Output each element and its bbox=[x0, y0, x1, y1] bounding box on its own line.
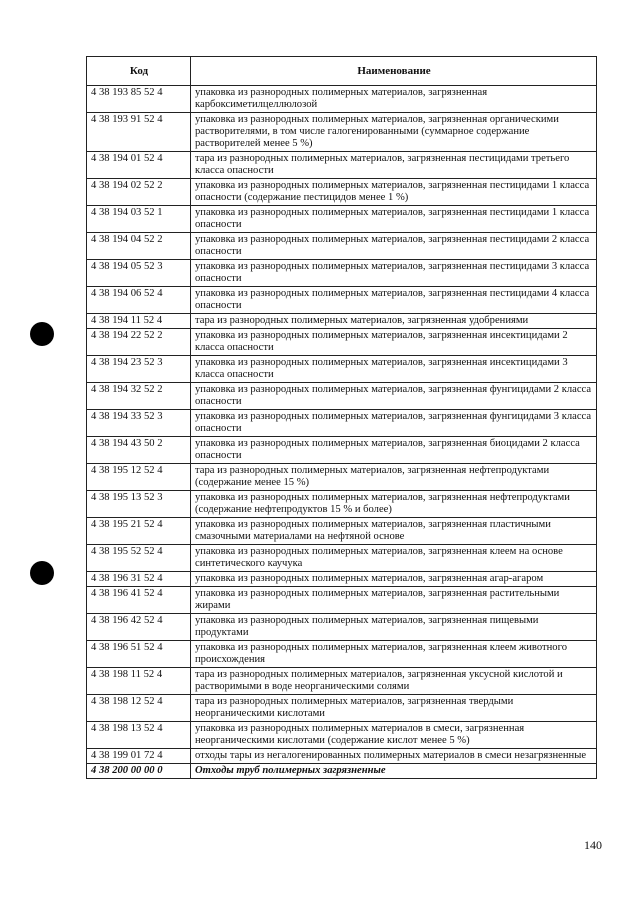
table-row bbox=[87, 695, 597, 722]
row-code: 4 38 195 12 52 4 bbox=[87, 464, 191, 491]
table-row bbox=[87, 152, 597, 179]
table-row bbox=[87, 179, 597, 206]
row-name: упаковка из разнородных полимерных материалов, загрязненная пищевыми продуктами bbox=[191, 614, 597, 641]
row-code: 4 38 194 06 52 4 bbox=[87, 287, 191, 314]
row-code: 4 38 194 03 52 1 bbox=[87, 206, 191, 233]
table-row bbox=[87, 749, 597, 764]
row-name: упаковка из разнородных полимерных материалов, загрязненная карбоксиметилцеллюлозой bbox=[191, 86, 597, 113]
row-name: упаковка из разнородных полимерных материалов, загрязненная пестицидами 1 класса опасности bbox=[191, 206, 597, 233]
row-name: упаковка из разнородных полимерных материалов, загрязненная инсектицидами 3 класса опасности bbox=[191, 356, 597, 383]
table-row bbox=[87, 314, 597, 329]
row-code: 4 38 200 00 00 0 bbox=[87, 764, 191, 779]
row-code: 4 38 194 33 52 3 bbox=[87, 410, 191, 437]
binder-hole-top bbox=[30, 322, 54, 346]
row-code: 4 38 196 42 52 4 bbox=[87, 614, 191, 641]
row-code: 4 38 193 85 52 4 bbox=[87, 86, 191, 113]
row-code: 4 38 194 02 52 2 bbox=[87, 179, 191, 206]
row-name: упаковка из разнородных полимерных материалов, загрязненная пестицидами 3 класса опасности bbox=[191, 260, 597, 287]
row-code: 4 38 193 91 52 4 bbox=[87, 113, 191, 152]
row-name: упаковка из разнородных полимерных материалов, загрязненная фунгицидами 2 класса опасности bbox=[191, 383, 597, 410]
row-code: 4 38 198 13 52 4 bbox=[87, 722, 191, 749]
table-row bbox=[87, 260, 597, 287]
table-row bbox=[87, 518, 597, 545]
table-row bbox=[87, 233, 597, 260]
row-name: упаковка из разнородных полимерных материалов, загрязненная биоцидами 2 класса опасности bbox=[191, 437, 597, 464]
row-code: 4 38 196 41 52 4 bbox=[87, 587, 191, 614]
row-code: 4 38 195 21 52 4 bbox=[87, 518, 191, 545]
row-name: упаковка из разнородных полимерных материалов, загрязненная пестицидами 1 класса опасности (содержание пестицидов менее 1 %) bbox=[191, 179, 597, 206]
row-code: 4 38 199 01 72 4 bbox=[87, 749, 191, 764]
row-name: упаковка из разнородных полимерных материалов, загрязненная пестицидами 2 класса опасности bbox=[191, 233, 597, 260]
row-name: тара из разнородных полимерных материалов, загрязненная пестицидами третьего класса опасности bbox=[191, 152, 597, 179]
row-code: 4 38 194 04 52 2 bbox=[87, 233, 191, 260]
row-name: тара из разнородных полимерных материалов, загрязненная нефтепродуктами (содержание менее 15 %) bbox=[191, 464, 597, 491]
row-name: упаковка из разнородных полимерных материалов, загрязненная клеем животного происхождения bbox=[191, 641, 597, 668]
table-row bbox=[87, 668, 597, 695]
row-code: 4 38 194 32 52 2 bbox=[87, 383, 191, 410]
row-code: 4 38 198 11 52 4 bbox=[87, 668, 191, 695]
row-name: Отходы труб полимерных загрязненные bbox=[191, 764, 597, 779]
table-row bbox=[87, 491, 597, 518]
row-name: упаковка из разнородных полимерных материалов, загрязненная органическими растворителями, в том числе галогенированными (суммарное содержание растворителей менее 5 %) bbox=[191, 113, 597, 152]
row-code: 4 38 194 11 52 4 bbox=[87, 314, 191, 329]
header-name: Наименование bbox=[191, 57, 597, 86]
table-row bbox=[87, 587, 597, 614]
table-row bbox=[87, 410, 597, 437]
waste-code-table bbox=[86, 56, 597, 779]
table-row bbox=[87, 383, 597, 410]
row-code: 4 38 195 13 52 3 bbox=[87, 491, 191, 518]
table-row bbox=[87, 572, 597, 587]
row-name: упаковка из разнородных полимерных материалов, загрязненная растительными жирами bbox=[191, 587, 597, 614]
row-name: упаковка из разнородных полимерных материалов, загрязненная агар-агаром bbox=[191, 572, 597, 587]
table-row bbox=[87, 764, 597, 779]
row-name: отходы тары из негалогенированных полимерных материалов в смеси незагрязненные bbox=[191, 749, 597, 764]
row-code: 4 38 194 23 52 3 bbox=[87, 356, 191, 383]
table-row bbox=[87, 437, 597, 464]
table-row bbox=[87, 86, 597, 113]
table-row bbox=[87, 287, 597, 314]
table-row bbox=[87, 329, 597, 356]
row-code: 4 38 198 12 52 4 bbox=[87, 695, 191, 722]
row-code: 4 38 196 31 52 4 bbox=[87, 572, 191, 587]
row-code: 4 38 194 01 52 4 bbox=[87, 152, 191, 179]
row-name: упаковка из разнородных полимерных материалов в смеси, загрязненная неорганическими кислотами (содержание кислот менее 5 %) bbox=[191, 722, 597, 749]
row-code: 4 38 196 51 52 4 bbox=[87, 641, 191, 668]
row-name: упаковка из разнородных полимерных материалов, загрязненная фунгицидами 3 класса опасности bbox=[191, 410, 597, 437]
table-row bbox=[87, 614, 597, 641]
row-name: упаковка из разнородных полимерных материалов, загрязненная пестицидами 4 класса опасности bbox=[191, 287, 597, 314]
table-row bbox=[87, 464, 597, 491]
table-row bbox=[87, 545, 597, 572]
row-name: тара из разнородных полимерных материалов, загрязненная уксусной кислотой и растворимыми в воде неорганическими солями bbox=[191, 668, 597, 695]
row-name: упаковка из разнородных полимерных материалов, загрязненная клеем на основе синтетического каучука bbox=[191, 545, 597, 572]
table-row bbox=[87, 356, 597, 383]
table-row bbox=[87, 722, 597, 749]
table-row bbox=[87, 113, 597, 152]
row-code: 4 38 194 22 52 2 bbox=[87, 329, 191, 356]
row-name: упаковка из разнородных полимерных материалов, загрязненная пластичными смазочными материалами на нефтяной основе bbox=[191, 518, 597, 545]
table-header-row bbox=[87, 57, 597, 86]
row-name: тара из разнородных полимерных материалов, загрязненная удобрениями bbox=[191, 314, 597, 329]
header-code: Код bbox=[87, 57, 191, 86]
row-name: тара из разнородных полимерных материалов, загрязненная твердыми неорганическими кислотами bbox=[191, 695, 597, 722]
row-code: 4 38 195 52 52 4 bbox=[87, 545, 191, 572]
binder-hole-bottom bbox=[30, 561, 54, 585]
table-row bbox=[87, 641, 597, 668]
row-code: 4 38 194 05 52 3 bbox=[87, 260, 191, 287]
page-number: 140 bbox=[584, 838, 602, 852]
row-name: упаковка из разнородных полимерных материалов, загрязненная нефтепродуктами (содержание нефтепродуктов 15 % и более) bbox=[191, 491, 597, 518]
table-row bbox=[87, 206, 597, 233]
row-name: упаковка из разнородных полимерных материалов, загрязненная инсектицидами 2 класса опасности bbox=[191, 329, 597, 356]
row-code: 4 38 194 43 50 2 bbox=[87, 437, 191, 464]
